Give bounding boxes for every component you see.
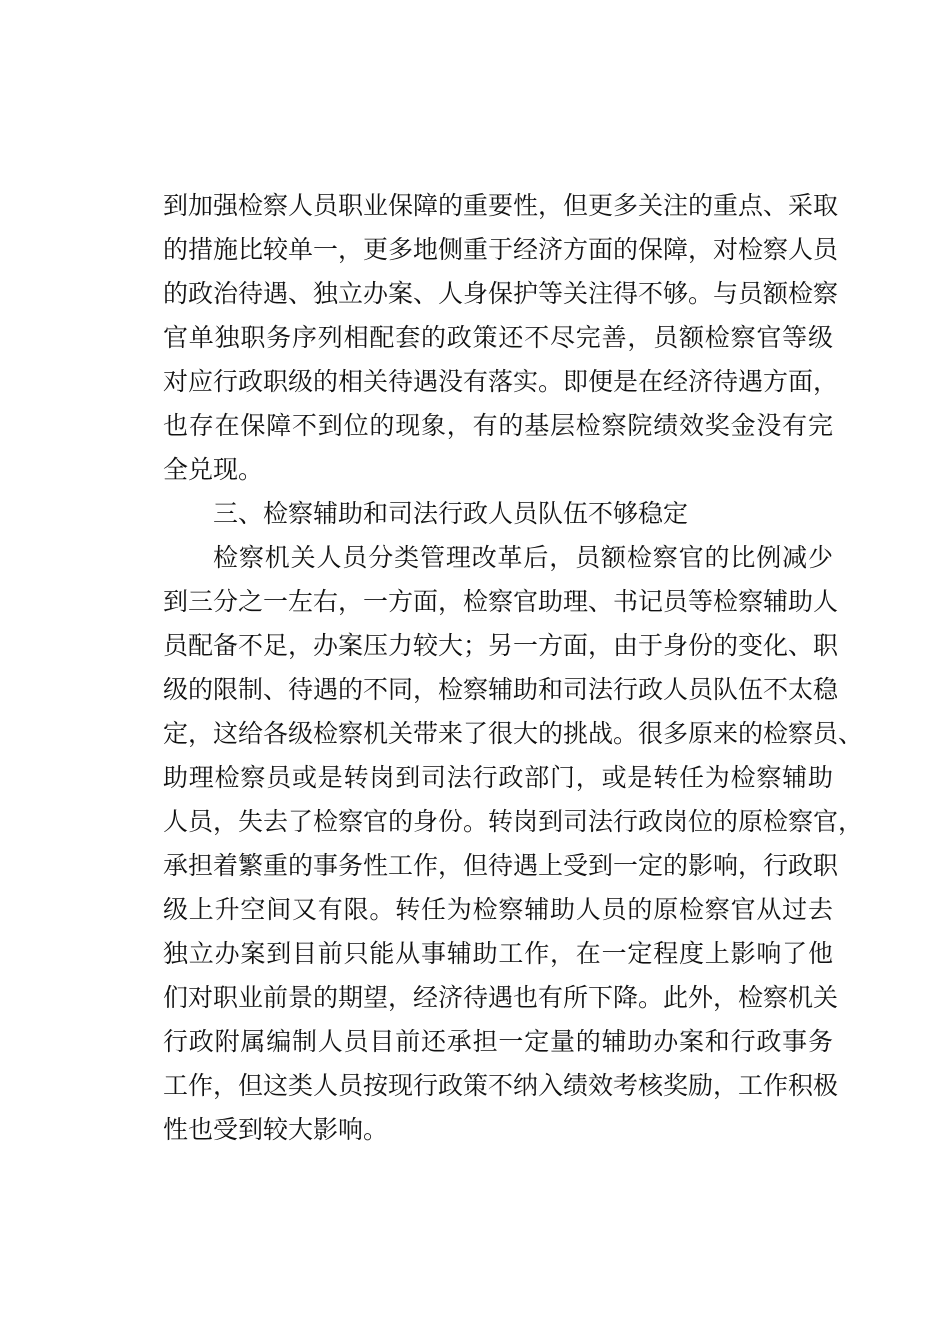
text-line-18: 独立办案到目前只能从事辅助工作，在一定程度上影响了他 bbox=[163, 939, 833, 968]
text-line-17: 级上升空间又有限。转任为检察辅助人员的原检察官从过去 bbox=[163, 895, 833, 924]
text-line-20: 行政附属编制人员目前还承担一定量的辅助办案和行政事务 bbox=[163, 1027, 833, 1056]
text-line-13: 定，这给各级检察机关带来了很大的挑战。很多原来的检察员、 bbox=[163, 719, 864, 748]
text-line-21: 工作，但这类人员按现行政策不纳入绩效考核奖励，工作积极 bbox=[163, 1071, 839, 1100]
text-line-5: 对应行政职级的相关待遇没有落实。即便是在经济待遇方面， bbox=[163, 367, 839, 396]
text-line-4: 官单独职务序列相配套的政策还不尽完善，员额检察官等级 bbox=[163, 323, 833, 352]
text-line-15: 人员，失去了检察官的身份。转岗到司法行政岗位的原检察官， bbox=[163, 807, 864, 836]
text-line-12: 级的限制、待遇的不同，检察辅助和司法行政人员队伍不太稳 bbox=[163, 675, 839, 704]
text-line-22: 性也受到较大影响。 bbox=[163, 1115, 389, 1144]
text-line-16: 承担着繁重的事务性工作，但待遇上受到一定的影响，行政职 bbox=[163, 851, 839, 880]
text-line-14: 助理检察员或是转岗到司法行政部门，或是转任为检察辅助 bbox=[163, 763, 833, 792]
section-heading: 三、检察辅助和司法行政人员队伍不够稳定 bbox=[213, 499, 689, 528]
text-line-3: 的政治待遇、独立办案、人身保护等关注得不够。与员额检察 bbox=[163, 279, 839, 308]
text-line-9: 检察机关人员分类管理改革后，员额检察官的比例减少 bbox=[213, 543, 833, 572]
text-line-1: 到加强检察人员职业保障的重要性，但更多关注的重点、采取 bbox=[163, 191, 839, 220]
text-line-19: 们对职业前景的期望，经济待遇也有所下降。此外，检察机关 bbox=[163, 983, 839, 1012]
text-line-11: 员配备不足，办案压力较大；另一方面，由于身份的变化、职 bbox=[163, 631, 839, 660]
text-line-7: 全兑现。 bbox=[163, 455, 264, 484]
text-line-6: 也存在保障不到位的现象，有的基层检察院绩效奖金没有完 bbox=[163, 411, 833, 440]
text-line-2: 的措施比较单一，更多地侧重于经济方面的保障，对检察人员 bbox=[163, 235, 839, 264]
text-line-10: 到三分之一左右，一方面，检察官助理、书记员等检察辅助人 bbox=[163, 587, 839, 616]
